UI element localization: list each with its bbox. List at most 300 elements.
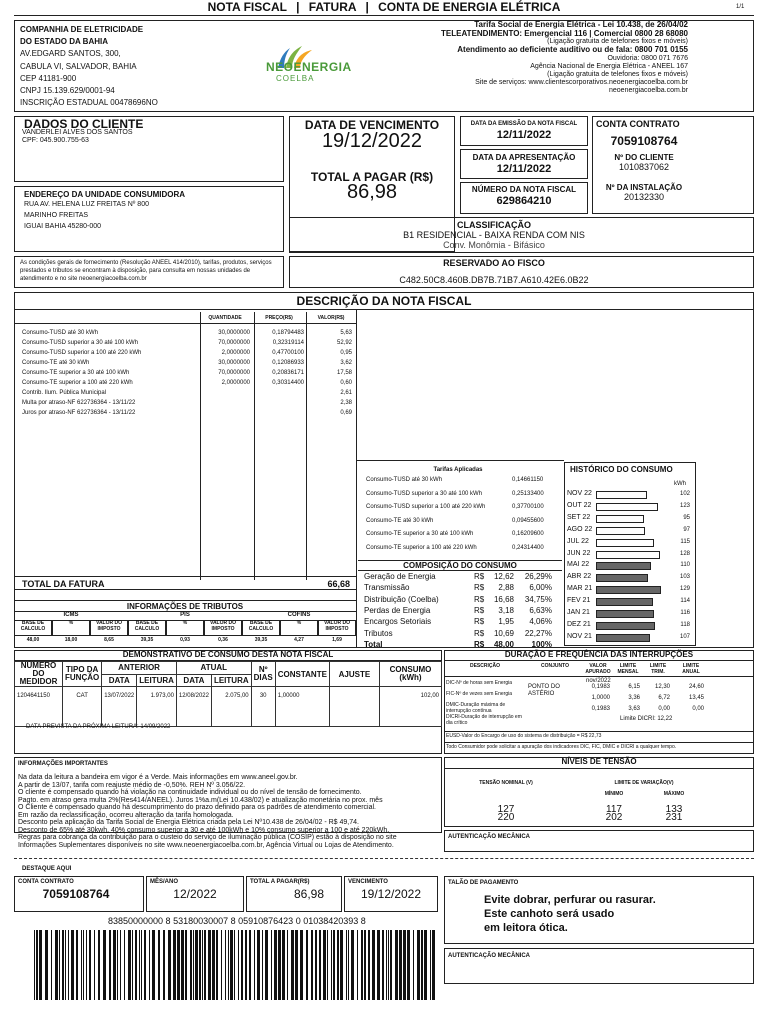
barcode-bar bbox=[282, 930, 285, 1000]
barcode-bar bbox=[274, 930, 277, 1000]
total-label: TOTAL A PAGAR (R$) bbox=[310, 170, 434, 184]
barcode-bar bbox=[333, 930, 335, 1000]
tarifa-label: Consumo-TE superior a 30 até 100 kWh bbox=[366, 531, 474, 537]
composicao-label: Encargos Setoriais bbox=[364, 617, 432, 627]
int-row-mensal: 3,36 bbox=[628, 695, 640, 701]
hist-category-label: NOV 22 bbox=[567, 490, 592, 497]
barcode-bar bbox=[395, 930, 398, 1000]
tarifa-label: Consumo-TE superior a 100 até 220 kWh bbox=[366, 544, 477, 551]
company-info bbox=[20, 24, 158, 109]
desc-item-qty: 70,0000000 bbox=[218, 340, 250, 346]
company-address: AV.EDGARD SANTOS, 300, bbox=[20, 49, 121, 59]
barcode-bar bbox=[295, 930, 298, 1000]
dem-h-data-ant: DATA bbox=[102, 674, 137, 687]
hist-value-label: 128 bbox=[679, 550, 690, 557]
desc-item-label: Juros por atraso-NF 622736364 - 13/11/22 bbox=[22, 410, 136, 416]
dem-h-leitura-ant: LEITURA bbox=[137, 674, 177, 687]
barcode-bar bbox=[216, 930, 218, 1000]
demonstrativo-table bbox=[14, 661, 442, 727]
total-fatura-label: TOTAL DA FATURA bbox=[22, 579, 105, 589]
tributos-pis: PIS bbox=[180, 612, 190, 618]
barcode-bar bbox=[158, 930, 160, 1000]
composicao-label: Transmissão bbox=[364, 583, 410, 593]
barcode-bar bbox=[327, 930, 328, 1000]
barcode-bar bbox=[340, 930, 343, 1000]
desc-item-value: 0,69 bbox=[340, 410, 352, 416]
company-name-line1: COMPANHIA DE ELETRICIDADE bbox=[20, 25, 144, 34]
hist-value-label: 114 bbox=[680, 598, 690, 605]
tributo-value: 39,35 bbox=[140, 637, 154, 643]
hist-value-label: 115 bbox=[680, 538, 690, 545]
barcode-bar bbox=[177, 930, 180, 1000]
int-row-trim: 6,72 bbox=[658, 695, 670, 701]
barcode-bar bbox=[311, 930, 313, 1000]
barcode-bar bbox=[230, 930, 233, 1000]
stub-due: 19/12/2022 bbox=[360, 887, 422, 901]
classification-label: CLASSIFICAÇÃO bbox=[457, 220, 531, 230]
desc-item-qty: 2,0000000 bbox=[221, 380, 250, 386]
barcode-bar bbox=[368, 930, 370, 1000]
int-eusd: EUSD-Valor do Encargo de uso do sistema de distribuição = R$ 22,73 bbox=[444, 731, 754, 740]
barcode-bar bbox=[45, 930, 48, 1000]
description-left-border bbox=[356, 310, 357, 648]
barcode-bar bbox=[300, 930, 303, 1000]
barcode-bar bbox=[315, 930, 317, 1000]
tributo-value: 0,93 bbox=[180, 637, 190, 643]
hist-value-label: 116 bbox=[680, 610, 690, 616]
historico-title: HISTÓRICO DO CONSUMO bbox=[570, 465, 673, 474]
tarifa-value: 0,24314400 bbox=[512, 544, 544, 551]
barcode-bar bbox=[407, 930, 410, 1000]
historico-unit: kWh bbox=[674, 481, 686, 487]
stub-total-label: TOTAL A PAGAR(R$) bbox=[250, 879, 310, 885]
next-reading: DATA PREVISTA DA PRÓXIMA LEITURA: 14/09/2022 bbox=[26, 724, 171, 730]
barcode-bar bbox=[417, 930, 420, 1000]
stub-total: 86,98 bbox=[293, 887, 324, 901]
fisco-code: C482.50C8.460B.DB7B.71B7.A610.42E6.0B22 bbox=[399, 275, 589, 285]
hist-category-label: MAI 22 bbox=[567, 561, 590, 569]
barcode-bar bbox=[377, 930, 380, 1000]
composicao-pct: 26,29% bbox=[524, 572, 552, 581]
barcode-bar bbox=[432, 930, 435, 1000]
composicao-cur: R$ bbox=[474, 617, 485, 627]
tributo-value: 48,00 bbox=[26, 637, 40, 643]
contact-free-call-2: (Ligação gratuita de telefones fixos e móveis) bbox=[547, 70, 688, 78]
installation-label: Nº DA INSTALAÇÃO bbox=[605, 183, 683, 192]
hist-category-label: NOV 21 bbox=[567, 632, 592, 640]
composicao-pct: 6,63% bbox=[529, 605, 552, 615]
total-fatura-value: 66,68 bbox=[327, 579, 350, 589]
int-row-desc: FIC-Nº de vezes sem Energia bbox=[446, 691, 513, 697]
header-title-nota-fiscal: NOTA FISCAL bbox=[207, 0, 287, 14]
barcode-bar bbox=[208, 930, 211, 1000]
barcode-bar bbox=[83, 930, 84, 1000]
dem-tipo: CAT bbox=[63, 687, 102, 727]
classification-line1: B1 RESIDENCIAL - BAIXA RENDA COM NIS bbox=[403, 230, 585, 240]
company-city: CABULA VI, SALVADOR, BAHIA bbox=[20, 61, 137, 71]
contract-number: 7059108764 bbox=[610, 134, 678, 148]
tensao-h-max: MÁXIMO bbox=[663, 791, 685, 797]
dem-leit-ant: 1.973,00 bbox=[137, 687, 177, 727]
desc-item-value: 0,95 bbox=[340, 350, 352, 356]
hist-category-label: AGO 22 bbox=[567, 525, 593, 533]
barcode-bar bbox=[139, 930, 140, 1000]
cut-line bbox=[14, 858, 754, 859]
dem-ajuste bbox=[329, 687, 379, 727]
composicao-value: 1,95 bbox=[498, 617, 514, 627]
hist-bar bbox=[596, 562, 651, 570]
barcode-bar bbox=[81, 930, 82, 1000]
barcode-bar bbox=[228, 930, 229, 1000]
desc-item-row bbox=[14, 370, 356, 380]
int-month: nov/2022 bbox=[586, 678, 611, 684]
hist-value-label: 110 bbox=[680, 562, 690, 569]
tributo-value: 18,00 bbox=[64, 637, 78, 643]
barcode-bar bbox=[109, 930, 111, 1000]
desc-item-price: 0,30314400 bbox=[272, 380, 304, 386]
barcode-bar bbox=[71, 930, 74, 1000]
stub-month-label: MÊS/ANO bbox=[150, 879, 179, 885]
barcode-bar bbox=[348, 930, 349, 1000]
info-line: Em razão da reclassificação, ocorreu alteração da tarifa homologada. bbox=[18, 811, 234, 819]
barcode-bar bbox=[249, 930, 251, 1000]
desc-item-qty: 30,0000000 bbox=[218, 330, 250, 336]
composicao-title: COMPOSIÇÃO DO CONSUMO bbox=[358, 560, 562, 571]
desc-item-value: 2,61 bbox=[340, 390, 352, 396]
tributos-cofins: COFINS bbox=[287, 612, 311, 618]
composicao-row bbox=[364, 572, 560, 583]
tributo-header: % bbox=[280, 620, 318, 636]
header-title-fatura: FATURA bbox=[308, 0, 357, 14]
hist-bar bbox=[596, 634, 650, 642]
barcode-bar bbox=[36, 930, 38, 1000]
tensao-nom-1: 127 bbox=[497, 804, 515, 815]
contact-site: neoenergiacoelba.com.br bbox=[609, 86, 688, 94]
barcode-bar bbox=[337, 930, 339, 1000]
composicao-value: 12,62 bbox=[493, 572, 514, 581]
due-label: DATA DE VENCIMENTO bbox=[304, 118, 440, 132]
barcode-bar bbox=[113, 930, 116, 1000]
info-line: O cliente é compensado quando há violação na continuidade individual ou do nível de tensão de fornecimento. bbox=[18, 789, 362, 796]
tarifa-value: 0,25133400 bbox=[512, 490, 544, 497]
address-line2: MARINHO FREITAS bbox=[24, 212, 89, 219]
contract-label: CONTA CONTRATO bbox=[596, 119, 680, 129]
composicao-cur: R$ bbox=[474, 628, 485, 638]
address-line1: RUA AV. HELENA LUZ FREITAS Nº 800 bbox=[24, 201, 149, 208]
barcode-bar bbox=[212, 930, 215, 1000]
composicao-row bbox=[364, 606, 560, 617]
desc-item-value: 3,62 bbox=[340, 360, 352, 366]
composicao-cur: R$ bbox=[474, 605, 485, 615]
composicao-cur: R$ bbox=[474, 583, 485, 593]
barcode-bar bbox=[323, 930, 326, 1000]
historico-chart bbox=[564, 488, 696, 644]
barcode-bar bbox=[62, 930, 64, 1000]
int-row-desc: DIC-Nº de horas sem Energia bbox=[446, 680, 513, 686]
barcode-bar bbox=[120, 930, 121, 1000]
int-row-anual: 13,45 bbox=[688, 695, 704, 701]
barcode-bar bbox=[278, 930, 281, 1000]
desc-item-price: 0,47700100 bbox=[272, 350, 304, 356]
desc-item-label: Consumo-TE superior a 100 até 220 kWh bbox=[22, 380, 133, 386]
desc-item-label: Contrib. Ilum. Pública Municipal bbox=[22, 390, 107, 396]
barcode-bar bbox=[135, 930, 137, 1000]
desc-item-price: 0,12086933 bbox=[272, 360, 304, 366]
barcode-bar bbox=[202, 930, 203, 1000]
contact-free-call-1: (Ligação gratuita de telefones fixos e móveis) bbox=[547, 38, 688, 45]
int-row-mensal: 3,63 bbox=[628, 706, 640, 712]
barcode-number: 83850000000 8 53180030007 8 05910876423 0 01038420393 8 bbox=[108, 916, 366, 926]
hist-value-label: 102 bbox=[679, 491, 690, 497]
barcode-bar bbox=[357, 930, 358, 1000]
barcode-bar bbox=[117, 930, 118, 1000]
composicao-total-cur: R$ bbox=[474, 639, 485, 649]
hist-value-label: 97 bbox=[683, 526, 690, 533]
barcode-bar bbox=[185, 930, 187, 1000]
info-line: Informações Suplementares disponíveis no site www.neoenergiacoelba.com.br, Agência Virtual ou Lojas de Atendimento. bbox=[18, 841, 394, 849]
total-fatura-row bbox=[14, 576, 356, 590]
barcode-bar bbox=[388, 930, 389, 1000]
desc-item-value: 52,92 bbox=[336, 340, 352, 346]
barcode-bar bbox=[59, 930, 60, 1000]
info-line: Regras para cobrança da contribuição para o custeio do serviço de iluminação pública (COSIP) estão à disposição no site bbox=[18, 834, 397, 841]
composicao-row bbox=[364, 595, 560, 606]
dem-consumo: 102,00 bbox=[379, 687, 441, 727]
tarifa-value: 0,14661150 bbox=[512, 477, 544, 483]
desc-item-qty: 2,0000000 bbox=[221, 350, 250, 356]
desc-item-label: Multa por atraso-NF 622736364 - 13/11/22 bbox=[22, 400, 136, 406]
hist-category-label: SET 22 bbox=[567, 513, 591, 521]
composicao-cur: R$ bbox=[474, 572, 485, 581]
barcode-bar bbox=[262, 930, 263, 1000]
int-h-anual: LIMITE ANUAL bbox=[682, 663, 700, 675]
tarifas-title: Tarifas Aplicadas bbox=[433, 467, 483, 473]
tarifa-row bbox=[366, 531, 556, 541]
tensao-max bbox=[644, 806, 704, 822]
conditions-text: As condições gerais de fornecimento (Resolução ANEEL 414/2010), tarifas, produtos, serviços prestados e tributos se encontram à disposição, para consulta em nossas unidades de atendimento e no site neoenergiacoelba.com.br bbox=[20, 260, 272, 282]
page-number: 1/1 bbox=[736, 4, 745, 10]
contact-aneel: Agência Nacional de Energia Elétrica - ANEEL 167 bbox=[530, 62, 688, 70]
classification-line2: Conv. Monômia - Bifásico bbox=[443, 240, 545, 250]
composicao-cur: R$ bbox=[474, 594, 485, 604]
desc-item-row bbox=[14, 360, 356, 370]
hist-value-label: 107 bbox=[679, 633, 690, 640]
composicao-label: Distribuição (Coelba) bbox=[364, 594, 439, 604]
desc-item-row bbox=[14, 380, 356, 390]
client-title: DADOS DO CLIENTE bbox=[24, 117, 144, 131]
composicao-pct: 22,27% bbox=[524, 628, 552, 638]
tarifa-label: Consumo-TUSD superior a 30 até 100 kWh bbox=[366, 490, 483, 497]
int-row-apurado: 0,1983 bbox=[591, 684, 610, 690]
emission-date: 12/11/2022 bbox=[496, 129, 552, 141]
desc-item-price: 0,18794483 bbox=[272, 330, 304, 336]
int-h-mensal: LIMITE MENSAL bbox=[617, 663, 639, 675]
tributo-value: 4,27 bbox=[294, 637, 304, 643]
desc-item-label: Consumo-TUSD superior a 100 até 220 kWh bbox=[22, 350, 142, 356]
auth-label: AUTENTICAÇÃO MECÂNICA bbox=[448, 834, 530, 840]
tensao-min-1: 117 bbox=[606, 804, 622, 815]
barcode-bar bbox=[382, 930, 384, 1000]
tarifa-row bbox=[366, 491, 556, 501]
barcode-bar bbox=[306, 930, 308, 1000]
info-line: Desconto de 65% até 30kwh, 40% consumo superior a 30 e até 100kWh e 10% consumo superior a 100 e até 220kWh. bbox=[18, 826, 390, 834]
barcode-bar bbox=[94, 930, 95, 1000]
barcode-bar bbox=[181, 930, 184, 1000]
desc-item-value: 17,58 bbox=[336, 370, 352, 376]
dem-h-medidor: NÚMERO DO MEDIDOR bbox=[15, 662, 63, 687]
talao-warn-3: em leitora ótica. bbox=[484, 922, 568, 934]
barcode-bar bbox=[319, 930, 321, 1000]
barcode-bar bbox=[351, 930, 354, 1000]
contact-teleatendimento: TELEATENDIMENTO: Emergencial 116 | Comercial 0800 28 68080 bbox=[441, 28, 688, 38]
dem-dias: 30 bbox=[251, 687, 275, 727]
barcode-bar bbox=[65, 930, 66, 1000]
desc-item-qty: 30,0000000 bbox=[218, 360, 250, 366]
barcode-bar bbox=[199, 930, 201, 1000]
barcode-bar bbox=[225, 930, 226, 1000]
composicao-pct: 4,06% bbox=[529, 617, 552, 627]
tarifa-value: 0,16209600 bbox=[512, 531, 544, 537]
desc-item-price: 0,20836171 bbox=[272, 370, 304, 376]
tarifa-label: Consumo-TE até 30 kWh bbox=[366, 517, 434, 524]
composicao-total-value: 48,00 bbox=[493, 639, 514, 649]
hist-bar bbox=[596, 491, 647, 499]
dem-h-consumo: CONSUMO (kWh) bbox=[379, 662, 441, 687]
composicao-row bbox=[364, 583, 560, 594]
desc-item-row bbox=[14, 350, 356, 360]
composicao-label: Tributos bbox=[364, 628, 393, 638]
composicao-value: 2,88 bbox=[498, 583, 514, 593]
tensao-h-limite: LIMITE DE VARIAÇÃO(V) bbox=[614, 780, 674, 786]
int-row-anual: 24,60 bbox=[688, 684, 704, 690]
barcode-bar bbox=[287, 930, 288, 1000]
hist-bar bbox=[596, 539, 654, 547]
invoice-number-label: NÚMERO DA NOTA FISCAL bbox=[471, 185, 577, 194]
barcode-bar bbox=[163, 930, 165, 1000]
barcode-bar bbox=[204, 930, 206, 1000]
tarifa-label: Consumo-TUSD superior a 100 até 220 kWh bbox=[366, 504, 486, 510]
info-line: A partir de 13/07, tarifa com reajuste médio de -0,50%. REH Nº 3.056/22. bbox=[18, 781, 246, 789]
barcode-bar bbox=[403, 930, 406, 1000]
tributo-header: VALOR DO IMPOSTO bbox=[204, 620, 242, 636]
barcode-bar bbox=[128, 930, 131, 1000]
dem-constante: 1,00000 bbox=[275, 687, 329, 727]
stub-auth-label: AUTENTICAÇÃO MECÂNICA bbox=[448, 953, 530, 959]
dem-h-leitura-at: LEITURA bbox=[211, 674, 251, 687]
hist-category-label: FEV 21 bbox=[567, 597, 591, 605]
barcode-bar bbox=[372, 930, 375, 1000]
tributo-header: VALOR DO IMPOSTO bbox=[90, 620, 128, 636]
barcode-bar bbox=[245, 930, 247, 1000]
barcode-bar bbox=[132, 930, 133, 1000]
logo-name: NEOENERGIA bbox=[266, 60, 352, 74]
installation-number: 20132330 bbox=[623, 192, 665, 202]
talao-warn-2: Este canhoto será usado bbox=[484, 908, 615, 920]
barcode-bar bbox=[241, 930, 243, 1000]
barcode-bar bbox=[173, 930, 176, 1000]
desc-right-divider bbox=[356, 460, 564, 461]
dem-data-ant: 13/07/2022 bbox=[102, 687, 137, 727]
composicao-value: 3,18 bbox=[498, 605, 514, 615]
barcode-bar bbox=[430, 930, 431, 1000]
barcode bbox=[34, 930, 438, 1000]
int-h-conj: CONJUNTO bbox=[541, 663, 569, 669]
desc-item-price: 0,32319114 bbox=[272, 340, 304, 346]
desc-h-value: VALOR(R$) bbox=[317, 315, 345, 321]
info-line: Na data da leitura a bandeira em vigor é a Verde. Mais informações em www.aneel.gov.br. bbox=[18, 774, 298, 781]
barcode-bar bbox=[98, 930, 100, 1000]
tarifa-row bbox=[366, 477, 556, 487]
int-row-desc: DMIC-Duração máxima de interrupção contínua bbox=[446, 702, 506, 714]
hist-category-label: OUT 22 bbox=[567, 501, 592, 509]
tensao-min-2: 202 bbox=[605, 812, 623, 823]
hist-bar bbox=[596, 610, 654, 618]
talao-warn-1: Evite dobrar, perfurar ou rasurar. bbox=[484, 894, 656, 906]
contact-tarifa-social: Tarifa Social de Energia Elétrica - Lei 10.438, de 26/04/02 bbox=[474, 20, 688, 29]
composicao-pct: 34,75% bbox=[524, 594, 552, 604]
dem-h-constante: CONSTANTE bbox=[275, 662, 329, 687]
hist-bar bbox=[596, 551, 660, 559]
int-h-desc: DESCRIÇÃO bbox=[469, 663, 500, 669]
interrupcao-row bbox=[444, 703, 754, 714]
hist-value-label: 103 bbox=[679, 574, 690, 581]
dem-leit-at: 2.075,00 bbox=[211, 687, 251, 727]
hist-bar bbox=[596, 574, 648, 582]
emission-label: DATA DA EMISSÃO DA NOTA FISCAL bbox=[470, 121, 578, 127]
dem-h-dias: Nº DIAS bbox=[251, 662, 275, 687]
barcode-bar bbox=[39, 930, 42, 1000]
address-line3: IGUAI BAHIA 45280-000 bbox=[24, 223, 102, 230]
barcode-bar bbox=[421, 930, 423, 1000]
barcode-bar bbox=[34, 930, 35, 1000]
tensao-nom-2: 220 bbox=[497, 812, 515, 823]
int-h-trim: LIMITE TRIM. bbox=[649, 663, 667, 675]
hist-bar bbox=[596, 503, 658, 511]
tensao-max-1: 133 bbox=[665, 804, 683, 815]
tensao-max-2: 231 bbox=[665, 812, 683, 823]
neoenergia-logo bbox=[262, 44, 392, 88]
tributo-header: VALOR DO IMPOSTO bbox=[318, 620, 356, 636]
desc-h-qty: QUANTIDADE bbox=[208, 315, 242, 321]
int-row-apurado: 0,1983 bbox=[591, 706, 610, 712]
barcode-bar bbox=[221, 930, 222, 1000]
hist-category-label: MAR 21 bbox=[567, 585, 593, 593]
hist-bar bbox=[596, 598, 653, 606]
desc-item-row bbox=[14, 390, 356, 400]
barcode-bar bbox=[103, 930, 106, 1000]
tributo-value: 0,36 bbox=[218, 637, 228, 643]
composicao-total-label: Total bbox=[364, 639, 383, 649]
tributo-value: 39,35 bbox=[254, 637, 268, 643]
desc-item-value: 5,63 bbox=[340, 330, 352, 336]
composicao-pct: 6,00% bbox=[529, 583, 552, 593]
int-note: Todo Consumidor pode solicitar a apuração dos indicadores DIC, FIC, DMIC e DICRI a qualquer tempo. bbox=[444, 742, 754, 751]
barcode-bar bbox=[386, 930, 387, 1000]
barcode-bar bbox=[55, 930, 58, 1000]
info-title: INFORMAÇÕES IMPORTANTES bbox=[18, 761, 108, 767]
document-header bbox=[14, 0, 754, 16]
tributo-value: 8,65 bbox=[104, 637, 114, 643]
tensao-h-nominal: TENSÃO NOMINAL (V) bbox=[479, 780, 533, 786]
dem-data-at: 12/08/2022 bbox=[176, 687, 211, 727]
barcode-bar bbox=[361, 930, 363, 1000]
desc-item-label: Consumo-TE superior a 30 até 100 kWh bbox=[22, 370, 130, 376]
company-cep: CEP 41181-900 bbox=[20, 73, 77, 83]
company-name-line2: DO ESTADO DA BAHIA bbox=[20, 37, 108, 47]
int-conjunto: PONTO DO ASTÉRIO bbox=[528, 684, 560, 697]
header-separator: | bbox=[296, 0, 300, 14]
address-title: ENDEREÇO DA UNIDADE CONSUMIDORA bbox=[24, 190, 186, 199]
